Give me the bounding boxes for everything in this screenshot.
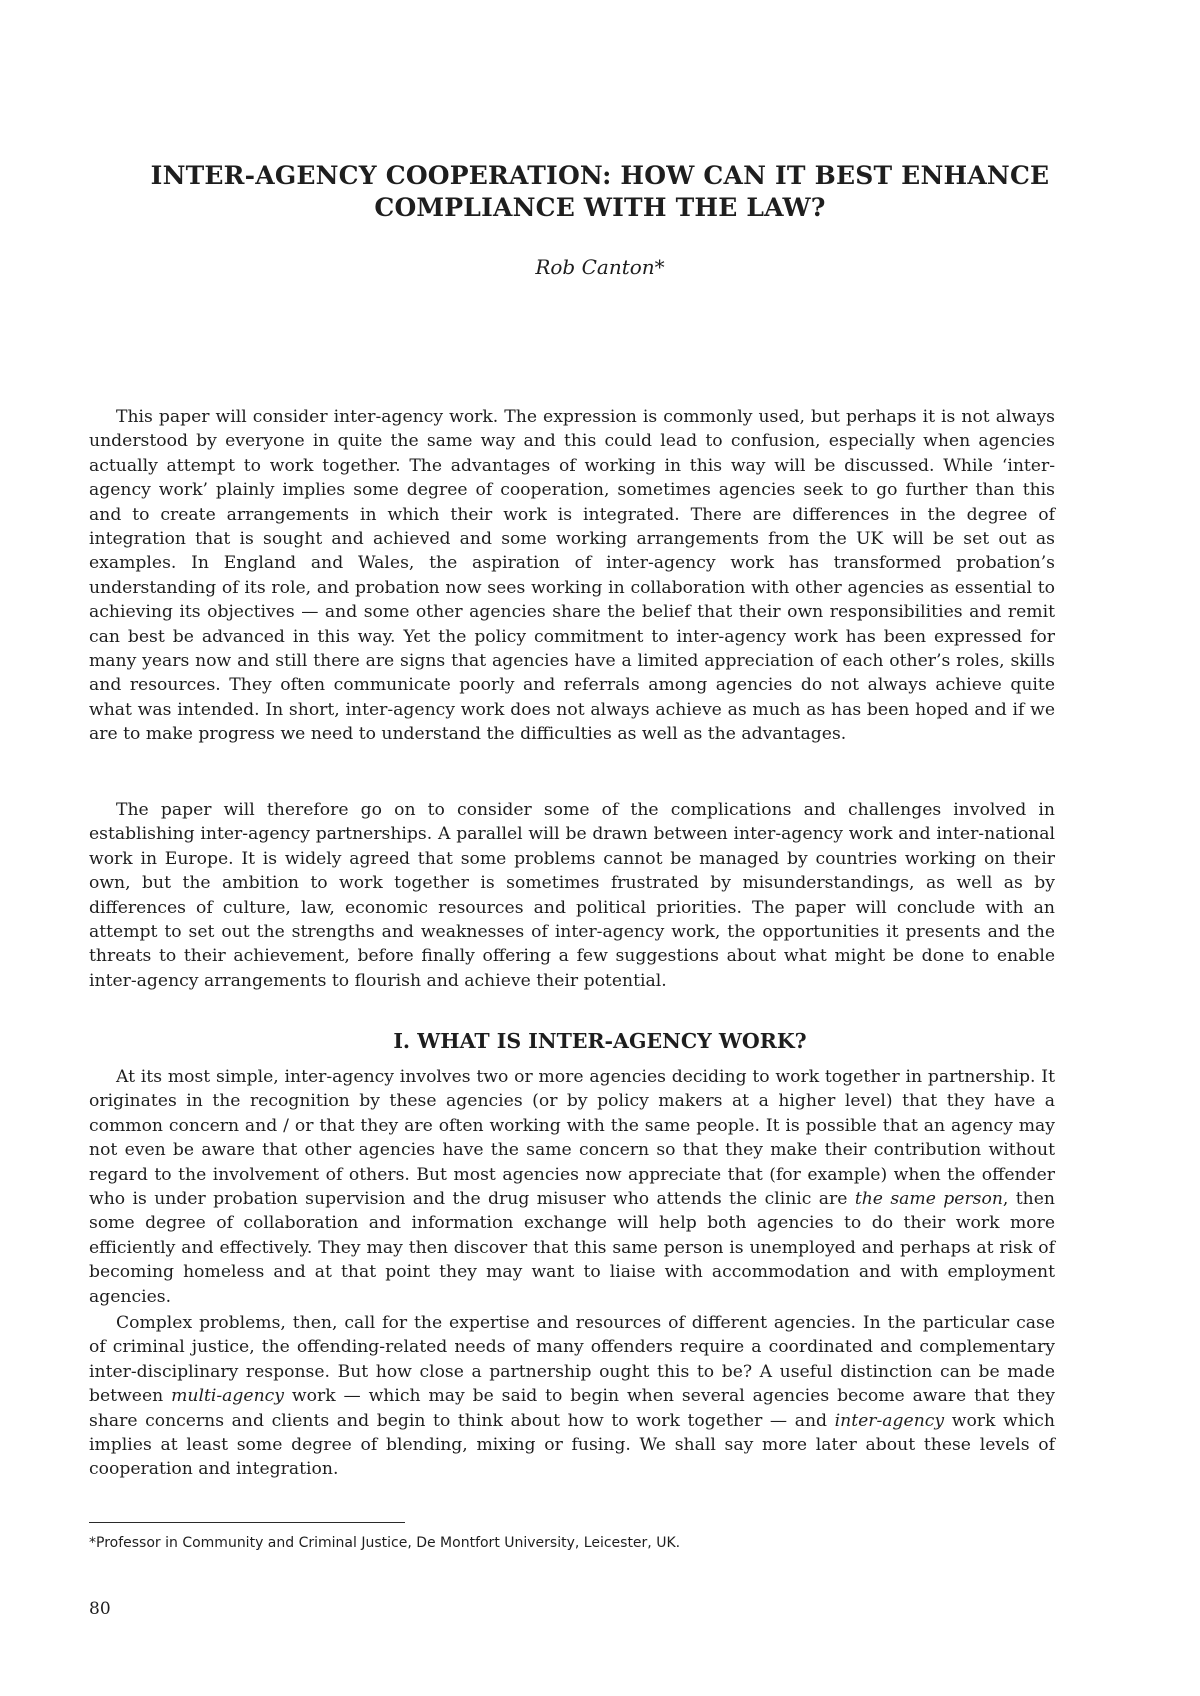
title-line-2: COMPLIANCE WITH THE LAW? [374,193,826,222]
section-paragraph-2-emphasis-2: inter-agency [834,1410,945,1431]
title-line-1: INTER-AGENCY COOPERATION: HOW CAN IT BEST ENHANCE [150,161,1050,190]
section-paragraph-2-text-c: work which implies at least some degree of blending, mixing or fusing. We shall say more later about these levels of cooperation and integration. [89,1410,1055,1480]
section-paragraph-2-text-a: Complex problems, then, call for the expertise and resources of different agencies. In the particular case of criminal justice, the offending-related needs of many offenders require a coordinated and complementary inter-disciplinary response. But how close a partnership ought this to be? A useful distinction can be made between [89,1313,1055,1407]
page-number: 80 [89,1599,111,1619]
intro-paragraph-2: The paper will therefore go on to consider some of the complications and challenges involved in establishing inter-agency partnerships. A parallel will be drawn between inter-agency work and inter-national work in Europe. It is widely agreed that some problems cannot be managed by countries working on their own, but the ambition to work together is sometimes frustrated by misunderstandings, as well as by differences of culture, law, economic resources and political priorities. The paper will conclude with an attempt to set out the strengths and weaknesses of inter-agency work, the opportunities it presents and the threats to their achievement, before finally offering a few suggestions about what might be done to enable inter-agency arrangements to flourish and achieve their potential. [89,800,1055,991]
section-heading: I. WHAT IS INTER-AGENCY WORK? [393,1029,807,1053]
intro-paragraph-1: This paper will consider inter-agency work. The expression is commonly used, but perhaps it is not always understood by everyone in quite the same way and this could lead to confusion, especially when agencies actually attempt to work together. The advantages of working in this way will be discussed. While ‘inter-agency work’ plainly implies some degree of cooperation, sometimes agencies seek to go further than this and to create arrangements in which their work is integrated. There are differences in the degree of integration that is sought and achieved and some working arrangements from the UK will be set out as examples. In England and Wales, the aspiration of inter-agency work has transformed probation’s understanding of its role, and probation now sees working in collaboration with other agencies as essential to achieving its objectives — and some other agencies share the belief that their own responsibilities and remit can best be advanced in this way. Yet the policy commitment to inter-agency work has been expressed for many years now and still there are signs that agencies have a limited appreciation of each other’s roles, skills and resources. They often communicate poorly and referrals among agencies do not always achieve quite what was intended. In short, inter-agency work does not always achieve as much as has been hoped and if we are to make progress we need to understand the difficulties as well as the advantages. [89,407,1055,745]
footnote-divider [89,1522,405,1523]
section-paragraph-2 [89,1311,1055,1482]
author-name: Rob Canton* [535,255,665,279]
section-paragraph-1-text-a: At its most simple, inter-agency involves two or more agencies deciding to work together in partnership. It originates in the recognition by these agencies (or by policy makers at a higher level) that they have a common concern and / or that they are often working with the same people. It is possible that an agency may not even be aware that other agencies have the same concern so that they make their contribution without regard to the involvement of others. But most agencies now appreciate that (for example) when the offender who is under probation supervision and the drug misuser who attends the clinic are [89,1067,1055,1210]
section-paragraph-2-text-b: work — which may be said to begin when several agencies become aware that they share concerns and clients and begin to think about how to work together — and [89,1386,1055,1431]
section-paragraph-1-text-b: , then some degree of collaboration and information exchange will help both agencies to do their work more efficiently and effectively. They may then discover that this same person is unemployed and perhaps at risk of becoming homeless and at that point they may want to liaise with accommodation and with employment agencies. [89,1189,1055,1307]
section-paragraph-1-emphasis: the same person [854,1189,1003,1210]
paper-title [140,160,1060,224]
footnote: *Professor in Community and Criminal Justice, De Montfort University, Leicester, UK. [89,1535,681,1551]
section-paragraph-1 [89,1065,1055,1309]
section-paragraph-2-emphasis-1: multi-agency [171,1386,285,1407]
